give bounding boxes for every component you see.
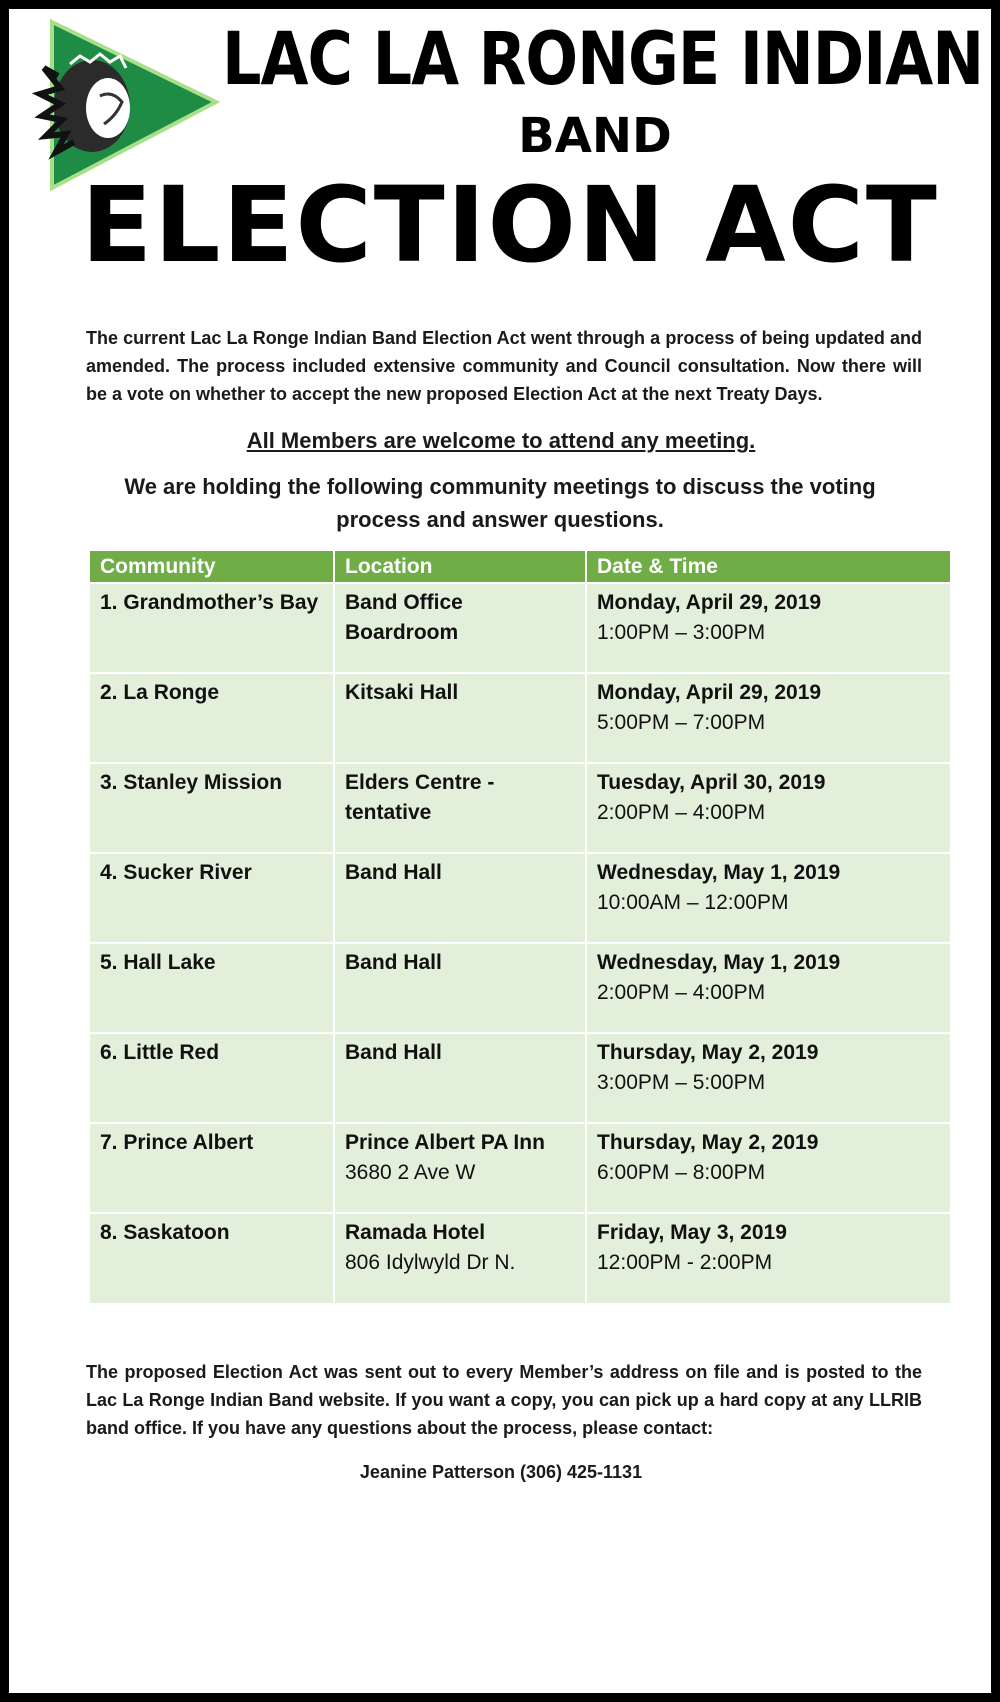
community-cell bbox=[90, 763, 334, 853]
meeting-time: 2:00PM – 4:00PM bbox=[597, 801, 766, 824]
column-header-date-time: Date & Time bbox=[586, 551, 950, 583]
location-cell bbox=[334, 853, 586, 943]
location-address: 3680 2 Ave W bbox=[345, 1161, 476, 1184]
document-title: ELECTION ACT bbox=[81, 164, 939, 286]
table-header-row bbox=[90, 551, 950, 583]
date-time-cell bbox=[586, 583, 950, 673]
location-cell bbox=[334, 1033, 586, 1123]
table-row bbox=[90, 673, 950, 763]
community-cell bbox=[90, 583, 334, 673]
table-row bbox=[90, 1033, 950, 1123]
location-cell bbox=[334, 763, 586, 853]
date-time-cell bbox=[586, 1033, 950, 1123]
intro-paragraph: The current Lac La Ronge Indian Band Election Act went through a process of being updated and amended. The process included extensive community and Council consultation. Now there will be a vote on whether to accept the new proposed Election Act at the next Treaty Days. bbox=[86, 328, 922, 404]
location-cell bbox=[334, 583, 586, 673]
community-cell bbox=[90, 673, 334, 763]
table-row bbox=[90, 763, 950, 853]
location-address: 806 Idylwyld Dr N. bbox=[345, 1251, 516, 1274]
community-cell bbox=[90, 853, 334, 943]
meeting-date: Wednesday, May 1, 2019 bbox=[597, 951, 841, 974]
meeting-time: 10:00AM – 12:00PM bbox=[597, 891, 789, 914]
location-cell bbox=[334, 1213, 586, 1303]
meeting-time: 6:00PM – 8:00PM bbox=[597, 1161, 766, 1184]
closing-paragraph: The proposed Election Act was sent out to every Member’s address on file and is posted to the Lac La Ronge Indian Band website. If you want a copy, you can pick up a hard copy at any LLRIB band office. If you have any questions about the process, please contact: bbox=[86, 1362, 922, 1438]
table-row bbox=[90, 853, 950, 943]
community-cell bbox=[90, 943, 334, 1033]
community-name: 1. Grandmother’s Bay bbox=[100, 591, 319, 614]
community-cell bbox=[90, 1123, 334, 1213]
community-name: 3. Stanley Mission bbox=[100, 771, 283, 794]
location-cell bbox=[334, 943, 586, 1033]
community-name: 4. Sucker River bbox=[100, 861, 252, 884]
welcome-notice: All Members are welcome to attend any meeting. bbox=[246, 428, 756, 453]
date-time-cell bbox=[586, 1123, 950, 1213]
contact-line: Jeanine Patterson (306) 425-1131 bbox=[359, 1462, 643, 1482]
meeting-date: Friday, May 3, 2019 bbox=[597, 1221, 787, 1244]
meeting-schedule-table bbox=[90, 551, 950, 1303]
community-name: 2. La Ronge bbox=[100, 681, 220, 704]
location-name: Elders Centre - tentative bbox=[345, 771, 495, 824]
meeting-time: 1:00PM – 3:00PM bbox=[597, 621, 766, 644]
table-row bbox=[90, 1213, 950, 1303]
date-time-cell bbox=[586, 1213, 950, 1303]
meeting-time: 2:00PM – 4:00PM bbox=[597, 981, 766, 1004]
location-cell bbox=[334, 673, 586, 763]
location-name: Ramada Hotel bbox=[345, 1221, 486, 1244]
community-name: 7. Prince Albert bbox=[100, 1131, 254, 1154]
meeting-date: Tuesday, April 30, 2019 bbox=[597, 771, 826, 794]
meeting-time: 3:00PM – 5:00PM bbox=[597, 1071, 766, 1094]
meeting-date: Monday, April 29, 2019 bbox=[597, 591, 822, 614]
community-name: 6. Little Red bbox=[100, 1041, 220, 1064]
table-row bbox=[90, 1123, 950, 1213]
community-name: 8. Saskatoon bbox=[100, 1221, 230, 1244]
org-name-line1: LAC LA RONGE INDIAN bbox=[222, 15, 984, 102]
meeting-time: 12:00PM - 2:00PM bbox=[597, 1251, 773, 1274]
location-name: Band Office Boardroom bbox=[345, 591, 463, 644]
location-name: Band Hall bbox=[345, 861, 442, 884]
location-name: Band Hall bbox=[345, 951, 442, 974]
date-time-cell bbox=[586, 853, 950, 943]
meetings-intro: We are holding the following community meetings to discuss the voting process and answer questions. bbox=[124, 474, 876, 532]
date-time-cell bbox=[586, 943, 950, 1033]
date-time-cell bbox=[586, 673, 950, 763]
community-cell bbox=[90, 1213, 334, 1303]
location-cell bbox=[334, 1123, 586, 1213]
column-header-location: Location bbox=[334, 551, 586, 583]
meeting-date: Wednesday, May 1, 2019 bbox=[597, 861, 841, 884]
table-row bbox=[90, 943, 950, 1033]
location-name: Band Hall bbox=[345, 1041, 442, 1064]
community-name: 5. Hall Lake bbox=[100, 951, 216, 974]
meeting-date: Thursday, May 2, 2019 bbox=[597, 1041, 819, 1064]
location-name: Prince Albert PA Inn bbox=[345, 1131, 545, 1154]
org-name-line2: BAND bbox=[518, 108, 672, 164]
column-header-community: Community bbox=[90, 551, 334, 583]
meeting-date: Monday, April 29, 2019 bbox=[597, 681, 822, 704]
location-name: Kitsaki Hall bbox=[345, 681, 459, 704]
community-cell bbox=[90, 1033, 334, 1123]
table-row bbox=[90, 583, 950, 673]
meeting-time: 5:00PM – 7:00PM bbox=[597, 711, 766, 734]
date-time-cell bbox=[586, 763, 950, 853]
meeting-date: Thursday, May 2, 2019 bbox=[597, 1131, 819, 1154]
